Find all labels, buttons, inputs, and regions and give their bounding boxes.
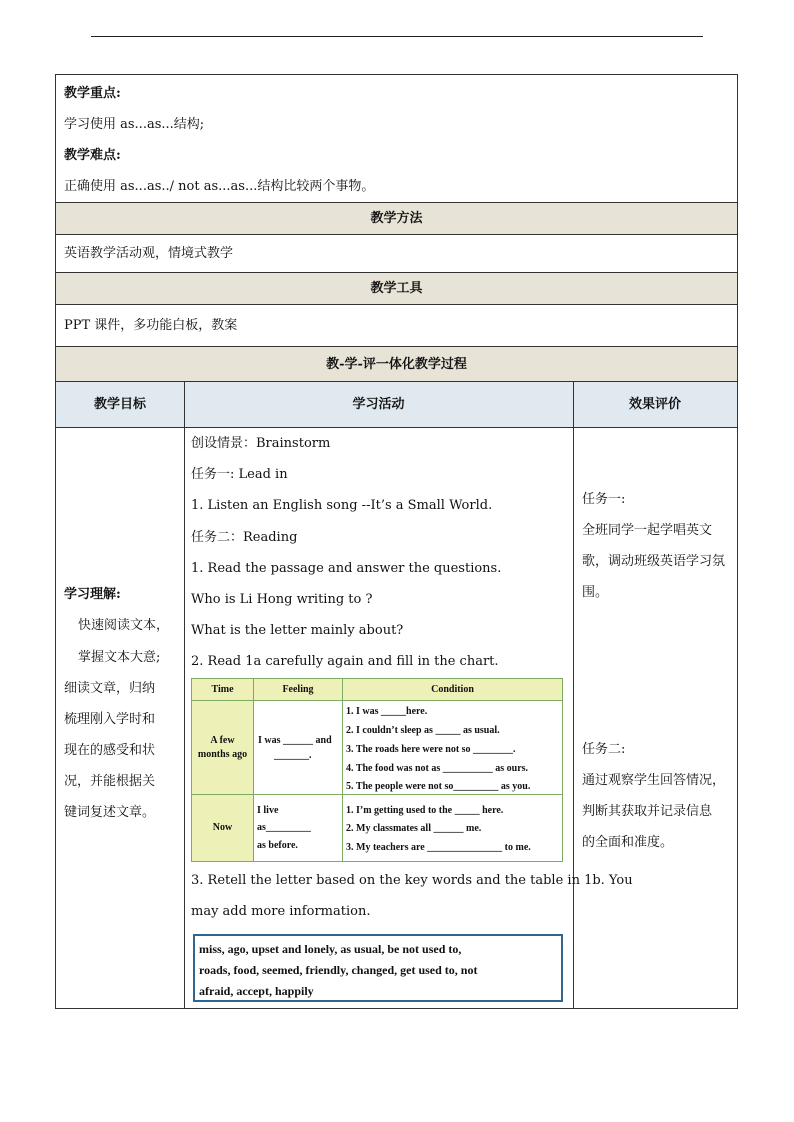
objective-line: 现在的感受和状 bbox=[64, 743, 156, 758]
header-rule bbox=[91, 36, 703, 37]
evaluation-line: 围。 bbox=[582, 585, 609, 600]
process-header-row bbox=[56, 382, 737, 428]
keywords-line: miss, ago, upset and lonely, as usual, be not used to, bbox=[199, 942, 462, 956]
column-evaluation: 效果评价 bbox=[628, 397, 681, 412]
chart-condition-cell bbox=[343, 795, 562, 861]
key-points-text: 学习使用 as...as...结构; bbox=[64, 117, 205, 132]
evaluation-line: 全班同学一起学唱英文 bbox=[582, 523, 713, 538]
methods-title: 教学方法 bbox=[370, 211, 423, 226]
column-divider bbox=[573, 382, 574, 1008]
fill-in-chart bbox=[191, 678, 563, 862]
activity-line: 任务一: Lead in bbox=[191, 467, 288, 482]
retell-instruction: 3. Retell the letter based on the key words and the table in 1b. You bbox=[191, 873, 633, 888]
chart-header-condition: Condition bbox=[431, 684, 474, 695]
evaluation-line: 判断其获取并记录信息 bbox=[582, 804, 713, 819]
chart-feeling-text: as before. bbox=[257, 840, 298, 851]
tools-title: 教学工具 bbox=[370, 281, 423, 296]
chart-time-text: Now bbox=[212, 822, 233, 833]
objective-title: 学习理解: bbox=[64, 587, 121, 602]
column-divider bbox=[184, 382, 185, 1008]
chart-condition-cell bbox=[343, 701, 562, 795]
chart-header-feeling: Feeling bbox=[282, 684, 314, 695]
chart-time-cell bbox=[192, 795, 254, 861]
objective-line: 况，并能根据关 bbox=[64, 774, 156, 789]
chart-condition-item: 4. The food was not as __________ as ours. bbox=[346, 763, 529, 774]
chart-time-text: A few bbox=[210, 735, 235, 746]
chart-condition-item: 3. My teachers are _______________ to me. bbox=[346, 842, 531, 853]
activity-line: 2. Read 1a carefully again and fill in the chart. bbox=[191, 654, 499, 669]
keywords-box bbox=[193, 934, 563, 1002]
chart-header-time: Time bbox=[211, 684, 234, 695]
column-activity: 学习活动 bbox=[352, 397, 405, 412]
evaluation-task1-title: 任务一: bbox=[582, 492, 626, 507]
chart-condition-item: 2. I couldn’t sleep as _____ as usual. bbox=[346, 725, 500, 736]
chart-feeling-cell bbox=[254, 701, 343, 795]
chart-condition-item: 1. I was _____here. bbox=[346, 706, 428, 717]
key-points-row bbox=[56, 75, 737, 203]
activity-line: 1. Listen an English song --It’s a Small World. bbox=[191, 498, 493, 513]
tools-row bbox=[56, 305, 737, 347]
objective-line: 快速阅读文本， bbox=[78, 618, 170, 633]
chart-feeling-text: I live bbox=[257, 805, 279, 816]
objective-line: 键词复述文章。 bbox=[64, 805, 156, 820]
chart-condition-item: 5. The people were not so_________ as you. bbox=[346, 781, 531, 792]
evaluation-line: 通过观察学生回答情况， bbox=[582, 773, 726, 788]
lesson-plan-table bbox=[55, 74, 738, 1009]
difficulties-text: 正确使用 as...as../ not as...as...结构比较两个事物。 bbox=[64, 179, 375, 194]
chart-condition-item: 1. I’m getting used to the _____ here. bbox=[346, 805, 504, 816]
chart-condition-item: 2. My classmates all ______ me. bbox=[346, 823, 482, 834]
activity-line: 创设情景：Brainstorm bbox=[191, 436, 331, 451]
chart-header-cell bbox=[254, 679, 343, 701]
methods-row bbox=[56, 235, 737, 273]
objective-line: 梳理刚入学时和 bbox=[64, 712, 156, 727]
keywords-line: afraid, accept, happily bbox=[199, 984, 314, 998]
chart-condition-item: 3. The roads here were not so ________. bbox=[346, 744, 516, 755]
methods-text: 英语教学活动观，情境式教学 bbox=[64, 246, 234, 261]
difficulties-title: 教学难点: bbox=[64, 148, 121, 163]
process-title-row bbox=[56, 347, 737, 382]
tools-title-row bbox=[56, 273, 737, 305]
evaluation-line: 的全面和准度。 bbox=[582, 835, 674, 850]
activity-line: 1. Read the passage and answer the questions. bbox=[191, 561, 502, 576]
chart-feeling-text: _______. bbox=[274, 750, 312, 761]
activity-line: Who is Li Hong writing to ? bbox=[191, 592, 373, 607]
chart-time-cell bbox=[192, 701, 254, 795]
activity-line: What is the letter mainly about? bbox=[191, 623, 404, 638]
chart-header-cell bbox=[192, 679, 254, 701]
objective-line: 掌握文本大意; bbox=[78, 650, 161, 665]
activity-line: 任务二：Reading bbox=[191, 530, 298, 545]
chart-feeling-cell bbox=[254, 795, 343, 861]
chart-header-cell bbox=[343, 679, 562, 701]
key-points-title: 教学重点: bbox=[64, 86, 121, 101]
retell-instruction: may add more information. bbox=[191, 904, 371, 919]
column-objective: 教学目标 bbox=[93, 397, 146, 412]
objective-line: 细读文章，归纳 bbox=[64, 681, 156, 696]
tools-text: PPT 课件，多功能白板，教案 bbox=[64, 318, 238, 333]
evaluation-task2-title: 任务二: bbox=[582, 742, 626, 757]
chart-feeling-text: I was ______ and bbox=[258, 735, 332, 746]
process-title: 教-学-评一体化教学过程 bbox=[326, 357, 467, 372]
keywords-line: roads, food, seemed, friendly, changed, get used to, not bbox=[199, 963, 478, 977]
methods-title-row bbox=[56, 203, 737, 235]
evaluation-line: 歌，调动班级英语学习氛 bbox=[582, 554, 726, 569]
chart-time-text: months ago bbox=[197, 749, 248, 760]
chart-feeling-text: as_________ bbox=[257, 822, 311, 833]
